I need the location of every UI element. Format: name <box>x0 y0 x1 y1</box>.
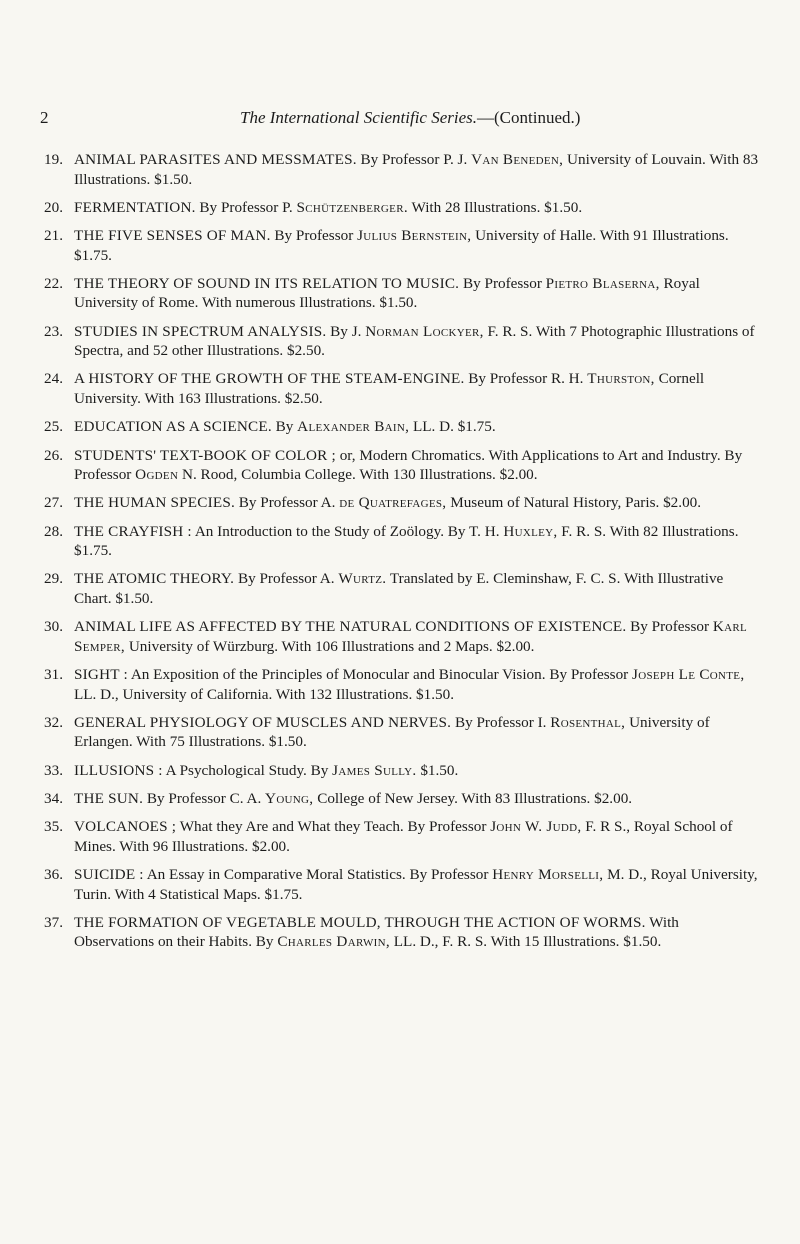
entry-description: By <box>275 418 294 436</box>
entry-details: F. R. S. With 82 Illustrations. $1.75. <box>74 522 739 560</box>
entry-title: ILLUSIONS : <box>74 761 163 779</box>
entry-number: 22. <box>44 274 63 292</box>
list-item <box>44 817 762 856</box>
entry-details: F. R. S. With 7 Photographic Illustrations of Spectra, and 52 other Illustrations. $2.50. <box>74 322 755 360</box>
entry-author: Alexander Bain, <box>297 418 410 436</box>
entry-author: Ogden <box>135 466 179 484</box>
entry-author: Julius Bernstein, <box>357 227 472 245</box>
entry-description: or, Modern Chromatics. With Applications to Art and Industry. By Professor <box>74 446 743 484</box>
list-item <box>44 865 762 904</box>
entry-title: ANIMAL PARASITES AND MESSMATES. <box>74 151 357 168</box>
entry-details: N. Rood, Columbia College. With 130 Illustrations. $2.00. <box>182 466 538 484</box>
list-item <box>44 274 762 313</box>
entry-number: 37. <box>44 913 63 931</box>
entry-details: With 28 Illustrations. $1.50. <box>411 198 583 216</box>
entry-title: GENERAL PHYSIOLOGY OF MUSCLES AND NERVES. <box>74 713 452 731</box>
entry-title: THE CRAYFISH : <box>74 522 192 540</box>
entry-description: By Professor <box>462 274 542 292</box>
entry-details: Cornell University. With 163 Illustrations. $2.50. <box>74 370 705 407</box>
entry-author: Norman Lockyer, <box>365 322 484 340</box>
list-item <box>44 617 762 656</box>
entry-author: Thurston, <box>587 370 655 388</box>
entry-description: A Psychological Study. By <box>165 761 329 779</box>
entry-details: University of Louvain. With 83 Illustrations. $1.50. <box>74 151 759 188</box>
entry-description: By Professor <box>274 227 354 245</box>
entry-author: Karl Semper, <box>74 618 747 655</box>
list-item <box>44 369 762 408</box>
list-item <box>44 150 762 189</box>
series-title: The International Scientific Series. <box>240 108 478 127</box>
entry-title: EDUCATION AS A SCIENCE. <box>74 418 272 436</box>
entry-number: 31. <box>44 666 63 684</box>
entry-number: 32. <box>44 713 63 731</box>
entry-author: Joseph Le Conte, <box>632 666 745 684</box>
entry-author: de Quatrefages, <box>339 494 447 512</box>
entry-title: SUICIDE : <box>74 866 144 884</box>
entry-author: Young, <box>265 789 314 807</box>
entry-details: $1.50. <box>420 761 459 779</box>
entry-title: THE FORMATION OF VEGETABLE MOULD, THROUGH THE ACTION OF WORMS. <box>74 913 646 931</box>
list-item <box>44 569 762 608</box>
entry-details: LL. D. $1.75. <box>412 418 496 436</box>
entry-description: What they Are and What they Teach. By Professor <box>179 818 487 836</box>
entry-description: By J. <box>330 322 362 340</box>
entry-description: By Professor P. J. <box>360 151 468 168</box>
entry-description: By Professor A. <box>238 494 336 512</box>
list-item <box>44 789 762 809</box>
entry-number: 36. <box>44 866 63 884</box>
list-item <box>44 198 762 218</box>
entry-title: FERMENTATION. <box>74 198 196 216</box>
list-item <box>44 446 762 485</box>
entry-details: Royal University of Rome. With numerous Illustrations. $1.50. <box>74 274 700 312</box>
list-item <box>44 322 762 361</box>
entry-number: 23. <box>44 322 63 340</box>
entry-description: By Professor I. <box>454 713 547 731</box>
entry-number: 30. <box>44 618 63 636</box>
entry-details: University of Halle. With 91 Illustrations. $1.75. <box>74 227 729 264</box>
entry-number: 33. <box>44 761 63 779</box>
entry-author: Pietro Blaserna, <box>545 274 660 292</box>
entry-author: Schützenberger. <box>296 198 408 216</box>
entry-title: STUDIES IN SPECTRUM ANALYSIS. <box>74 322 327 340</box>
book-list <box>44 150 762 961</box>
entry-title: THE THEORY OF SOUND IN ITS RELATION TO MUSIC. <box>74 274 460 292</box>
list-item <box>44 665 762 704</box>
list-item <box>44 417 762 437</box>
list-item <box>44 493 762 513</box>
entry-description: By Professor R. H. <box>468 370 584 388</box>
entry-number: 20. <box>44 198 63 216</box>
entry-details: College of New Jersey. With 83 Illustrations. $2.00. <box>317 789 633 807</box>
entry-description: An Introduction to the Study of Zoölogy. By T. H. <box>194 522 500 540</box>
entry-number: 29. <box>44 570 63 588</box>
entry-author: Rosenthal, <box>550 713 626 731</box>
entry-description: With Observations on their Habits. By <box>74 913 679 951</box>
entry-description: An Exposition of the Principles of Monocular and Binocular Vision. By Professor <box>130 666 629 684</box>
page-header <box>0 108 800 130</box>
entry-number: 25. <box>44 418 63 436</box>
page-number: 2 <box>40 108 49 127</box>
entry-author: John W. Judd, <box>490 818 582 836</box>
entry-number: 19. <box>44 151 63 168</box>
entry-number: 34. <box>44 789 63 807</box>
list-item <box>44 226 762 265</box>
entry-number: 21. <box>44 227 63 245</box>
entry-details: M. D., Royal University, Turin. With 4 Statistical Maps. $1.75. <box>74 866 758 903</box>
list-item <box>44 522 762 561</box>
entry-author: James Sully. <box>332 761 417 779</box>
entry-title: VOLCANOES ; <box>74 818 177 836</box>
entry-description: By Professor <box>630 618 710 636</box>
entry-title: ANIMAL LIFE AS AFFECTED BY THE NATURAL CONDITIONS OF EXISTENCE. <box>74 618 627 636</box>
entry-number: 27. <box>44 494 63 512</box>
entry-details: LL. D., F. R. S. With 15 Illustrations. $1.50. <box>393 933 662 951</box>
entry-number: 35. <box>44 818 63 836</box>
entry-description: By Professor C. A. <box>146 789 262 807</box>
list-item <box>44 913 762 952</box>
entry-author: Charles Darwin, <box>277 933 390 951</box>
entry-title: A HISTORY OF THE GROWTH OF THE STEAM-ENGINE. <box>74 370 465 388</box>
entry-title: THE HUMAN SPECIES. <box>74 494 235 512</box>
entry-title: STUDENTS' TEXT-BOOK OF COLOR ; <box>74 446 336 464</box>
entry-description: By Professor P. <box>199 198 293 216</box>
entry-description: An Essay in Comparative Moral Statistics. By Professor <box>146 866 489 884</box>
entry-details: F. R S., Royal School of Mines. With 96 Illustrations. $2.00. <box>74 818 733 855</box>
continued-label: —(Continued.) <box>477 108 581 127</box>
entry-title: THE ATOMIC THEORY. <box>74 570 235 588</box>
entry-author: Huxley, <box>503 522 558 540</box>
entry-author: Van Beneden, <box>471 151 564 168</box>
entry-author: Henry Morselli, <box>492 866 604 884</box>
entry-details: Translated by E. Cleminshaw, F. C. S. With Illustrative Chart. $1.50. <box>74 570 724 607</box>
entry-number: 24. <box>44 370 63 388</box>
entry-number: 28. <box>44 522 63 540</box>
entry-description: By Professor A. <box>237 570 335 588</box>
running-title <box>240 108 580 128</box>
entry-title: THE SUN. <box>74 789 144 807</box>
entry-details: LL. D., University of California. With 132 Illustrations. $1.50. <box>74 685 455 703</box>
entry-title: THE FIVE SENSES OF MAN. <box>74 227 271 245</box>
entry-details: University of Würzburg. With 106 Illustrations and 2 Maps. $2.00. <box>128 637 535 655</box>
list-item <box>44 761 762 781</box>
entry-details: University of Erlangen. With 75 Illustrations. $1.50. <box>74 713 710 751</box>
entry-author: Wurtz. <box>338 570 387 588</box>
entry-title: SIGHT : <box>74 666 128 684</box>
entry-number: 26. <box>44 446 63 464</box>
entry-details: Museum of Natural History, Paris. $2.00. <box>450 494 702 512</box>
list-item <box>44 713 762 752</box>
